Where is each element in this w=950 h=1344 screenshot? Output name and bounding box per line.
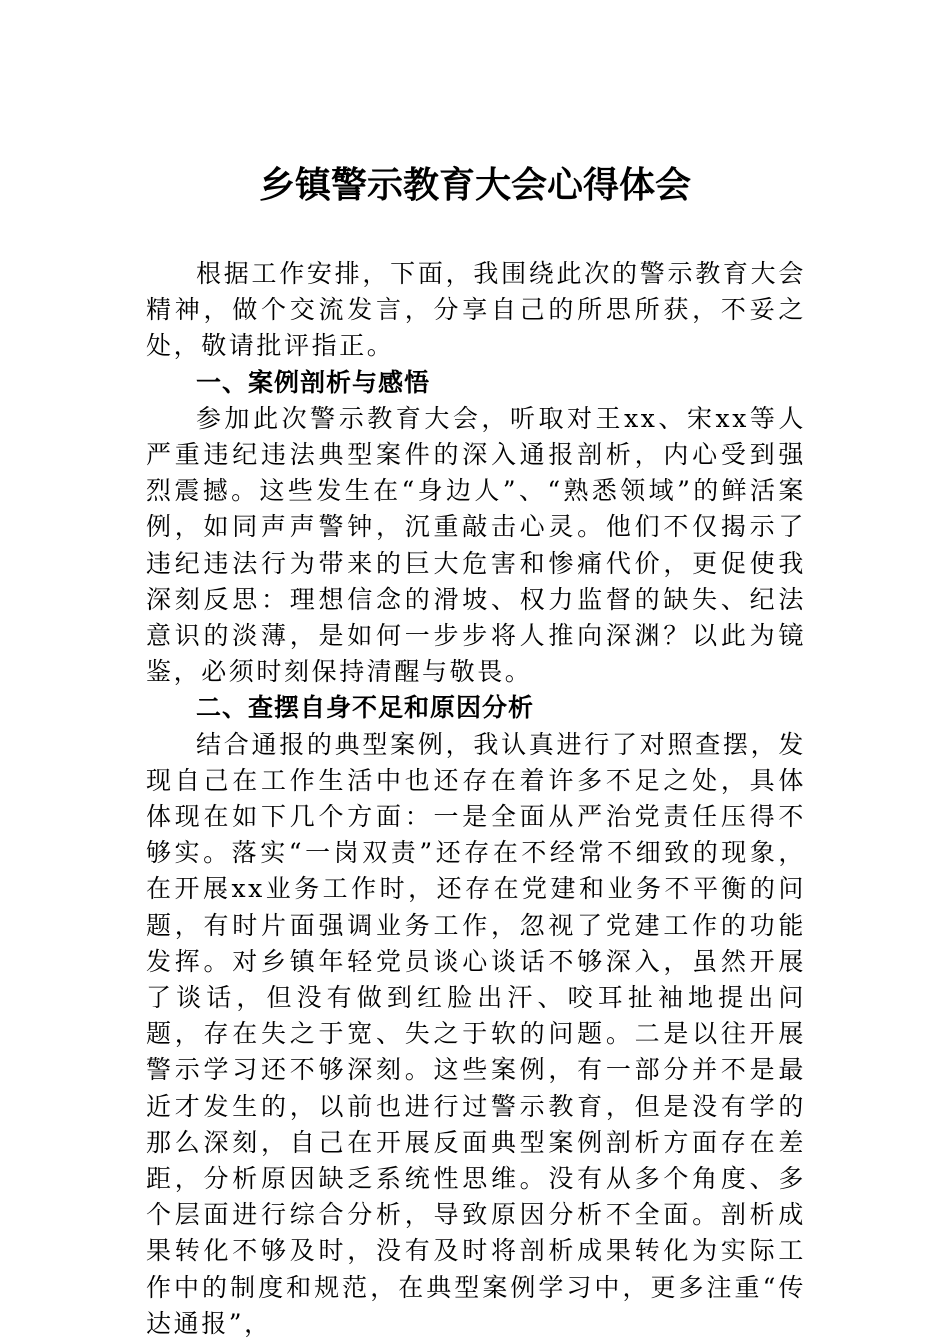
document-body xyxy=(146,256,806,1342)
section1-heading: 一、案例剖析与感悟 xyxy=(196,367,431,397)
document-title: 乡镇警示教育大会心得体会 xyxy=(258,164,691,206)
section2-heading: 二、查摆自身不足和原因分析 xyxy=(196,693,535,723)
section2-paragraph: 结合通报的典型案例，我认真进行了对照查摆，发现自己在工作生活中也还存在着许多不足之处，具体体现在如下几个方面：一是全面从严治党责任压得不够实。落实“一岗双责”还存在不经常不细致的现象，在开展xx业务工作时，还存在党建和业务不平衡的问题，有时片面强调业务工作，忽视了党建工作的功能发挥。对乡镇年轻党员谈心谈话不够深入，虽然开展了谈话，但没有做到红脸出汗、咬耳扯袖地提出问题，存在失之于宽、失之于软的问题。二是以往开展警示学习还不够深刻。这些案例，有一部分并不是最近才发生的，以前也进行过警示教育，但是没有学的那么深刻，自己在开展反面典型案例剖析方面存在差距，分析原因缺乏系统性思维。没有从多个角度、多个层面进行综合分析，导致原因分析不全面。剖析成果转化不够及时，没有及时将剖析成果转化为实际工作中的制度和规范，在典型案例学习中，更多注重“传达通报”， xyxy=(146,729,806,1338)
intro-paragraph: 根据工作安排，下面，我围绕此次的警示教育大会精神，做个交流发言，分享自己的所思所获，不妥之处，敬请批评指正。 xyxy=(146,259,806,361)
section1-paragraph: 参加此次警示教育大会，听取对王xx、宋xx等人严重违纪违法典型案件的深入通报剖析，内心受到强烈震撼。这些发生在“身边人”、“熟悉领域”的鲜活案例，如同声声警钟，沉重敲击心灵。他们不仅揭示了违纪违法行为带来的巨大危害和惨痛代价，更促使我深刻反思：理想信念的滑坡、权力监督的缺失、纪法意识的淡薄，是如何一步步将人推向深渊？以此为镜鉴，必须时刻保持清醒与敬畏。 xyxy=(146,403,806,687)
